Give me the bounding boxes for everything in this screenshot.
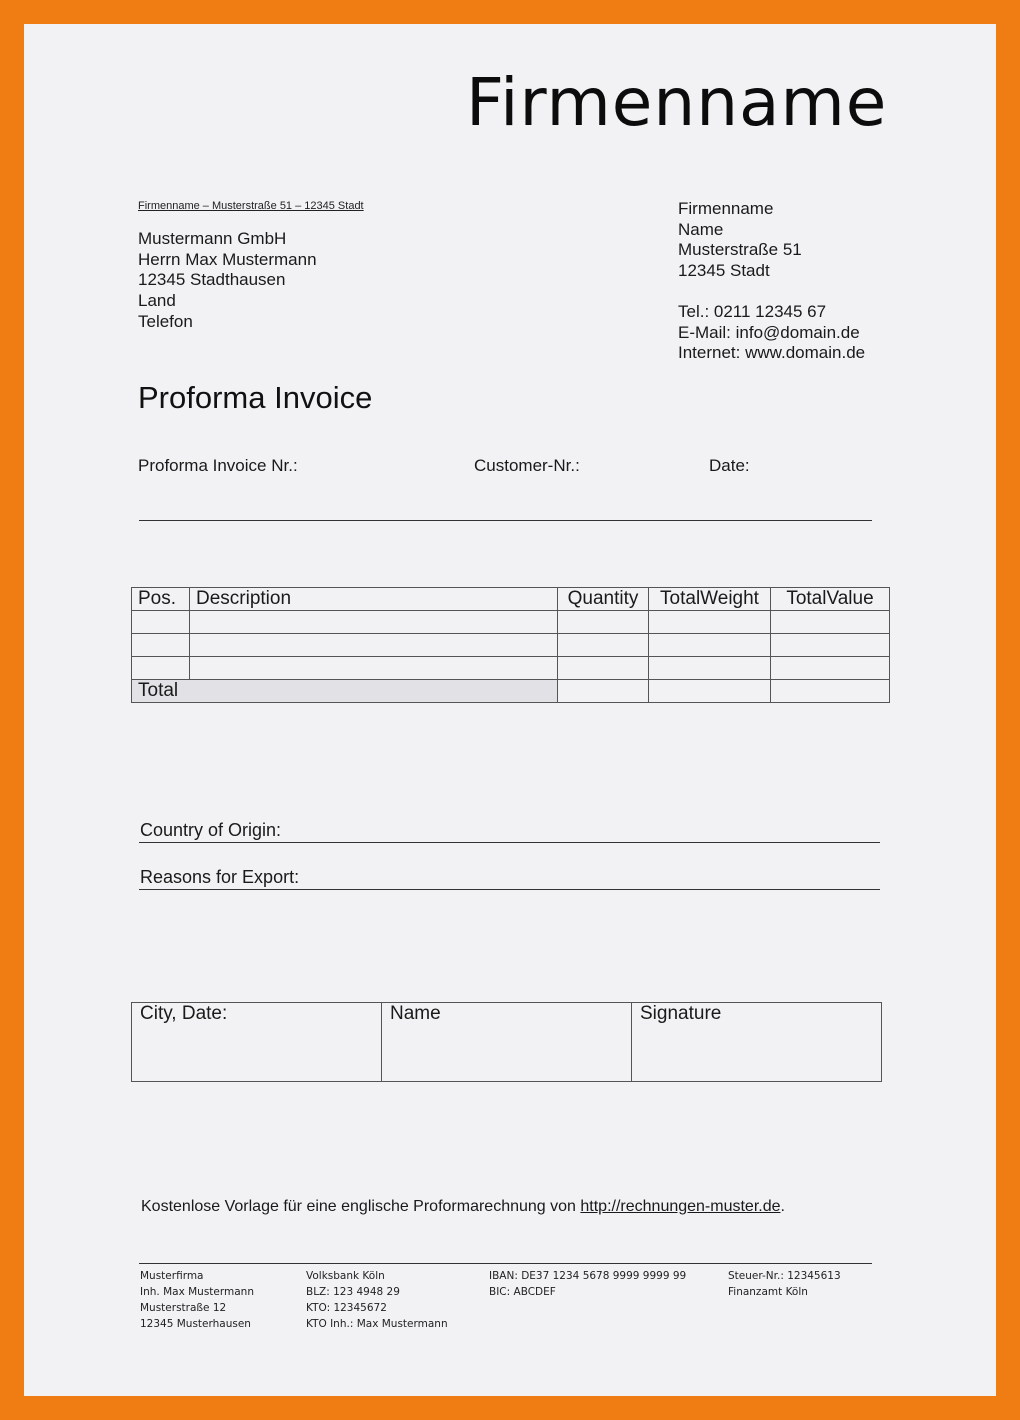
city-date-cell[interactable] (132, 1003, 382, 1082)
table-cell[interactable] (649, 657, 771, 680)
table-row (132, 657, 890, 680)
date-label: Date: (709, 456, 750, 475)
recipient-line: Telefon (138, 311, 193, 331)
contact-email: E-Mail: info@domain.de (678, 322, 860, 342)
table-header-row (132, 588, 890, 611)
table-row (132, 611, 890, 634)
template-note (141, 1198, 785, 1216)
total-value-cell[interactable] (771, 680, 890, 703)
footer-line: Musterstraße 12 (140, 1302, 227, 1314)
city-date-label: City, Date: (140, 1003, 228, 1024)
total-quantity-cell[interactable] (558, 680, 649, 703)
footer-line: KTO Inh.: Max Mustermann (306, 1318, 448, 1330)
recipient-address (138, 229, 317, 333)
note-end: . (780, 1198, 785, 1215)
column-header-pos: Pos. (132, 588, 190, 611)
company-line: Firmenname (678, 199, 774, 218)
table-row (132, 634, 890, 657)
signature-label: Signature (640, 1003, 722, 1024)
footer-line: BLZ: 123 4948 29 (306, 1286, 400, 1298)
customer-number-label: Customer-Nr.: (474, 456, 580, 475)
table-cell[interactable] (558, 634, 649, 657)
footer-line: Steuer-Nr.: 12345613 (728, 1270, 841, 1282)
company-address (678, 199, 802, 282)
recipient-line: Land (138, 291, 176, 311)
table-cell[interactable] (649, 611, 771, 634)
column-header-totalvalue: TotalValue (771, 588, 890, 611)
invoice-number-label: Proforma Invoice Nr.: (138, 456, 298, 475)
name-label: Name (390, 1003, 441, 1024)
reasons-for-export-label: Reasons for Export: (140, 867, 300, 887)
table-cell[interactable] (190, 657, 558, 680)
footer-divider (139, 1263, 872, 1264)
table-cell[interactable] (132, 634, 190, 657)
table-cell[interactable] (190, 634, 558, 657)
footer-iban (489, 1268, 686, 1300)
table-total-row (132, 680, 890, 703)
column-header-description: Description (190, 588, 558, 611)
contact-website: Internet: www.domain.de (678, 343, 866, 363)
sender-return-line: Firmenname – Musterstraße 51 – 12345 Stadt (138, 200, 364, 212)
name-cell[interactable] (382, 1003, 632, 1082)
company-contact (678, 302, 865, 364)
footer-line: KTO: 12345672 (306, 1302, 387, 1314)
total-label: Total (132, 680, 558, 703)
table-cell[interactable] (771, 634, 890, 657)
column-header-totalweight: TotalWeight (649, 588, 771, 611)
footer-line: Inh. Max Mustermann (140, 1286, 254, 1298)
company-line: Musterstraße 51 (678, 240, 802, 260)
table-cell[interactable] (132, 657, 190, 680)
footer-tax (728, 1268, 841, 1300)
company-line: Name (678, 219, 724, 239)
signature-box (131, 1002, 882, 1082)
footer-line: Volksbank Köln (306, 1270, 385, 1282)
footer-line: 12345 Musterhausen (140, 1318, 251, 1330)
footer-line: Musterfirma (140, 1270, 204, 1282)
recipient-line: Mustermann GmbH (138, 229, 287, 248)
table-cell[interactable] (771, 611, 890, 634)
footer-line: Finanzamt Köln (728, 1286, 808, 1298)
company-name-title: Firmenname (466, 64, 888, 141)
table-cell[interactable] (558, 657, 649, 680)
footer-company (140, 1268, 254, 1332)
reasons-for-export-line[interactable] (139, 889, 880, 890)
document-title: Proforma Invoice (138, 380, 373, 415)
footer-line: BIC: ABCDEF (489, 1286, 556, 1298)
table-cell[interactable] (190, 611, 558, 634)
total-weight-cell[interactable] (649, 680, 771, 703)
table-cell[interactable] (558, 611, 649, 634)
country-of-origin-label: Country of Origin: (140, 820, 282, 840)
table-cell[interactable] (771, 657, 890, 680)
signature-cell[interactable] (632, 1003, 882, 1082)
country-of-origin-line[interactable] (139, 842, 880, 843)
recipient-line: Herrn Max Mustermann (138, 249, 317, 269)
table-cell[interactable] (649, 634, 771, 657)
contact-phone: Tel.: 0211 12345 67 (678, 302, 827, 321)
note-text: Kostenlose Vorlage für eine englische Proformarechnung von (141, 1198, 581, 1215)
items-table (131, 587, 890, 703)
column-header-quantity: Quantity (558, 588, 649, 611)
recipient-line: 12345 Stadthausen (138, 270, 286, 290)
invoice-page (24, 24, 996, 1396)
table-cell[interactable] (132, 611, 190, 634)
meta-divider (139, 520, 872, 521)
company-line: 12345 Stadt (678, 261, 770, 281)
footer-bank (306, 1268, 448, 1332)
footer-line: IBAN: DE37 1234 5678 9999 9999 99 (489, 1270, 687, 1282)
template-source-link[interactable]: http://rechnungen-muster.de (580, 1198, 781, 1215)
